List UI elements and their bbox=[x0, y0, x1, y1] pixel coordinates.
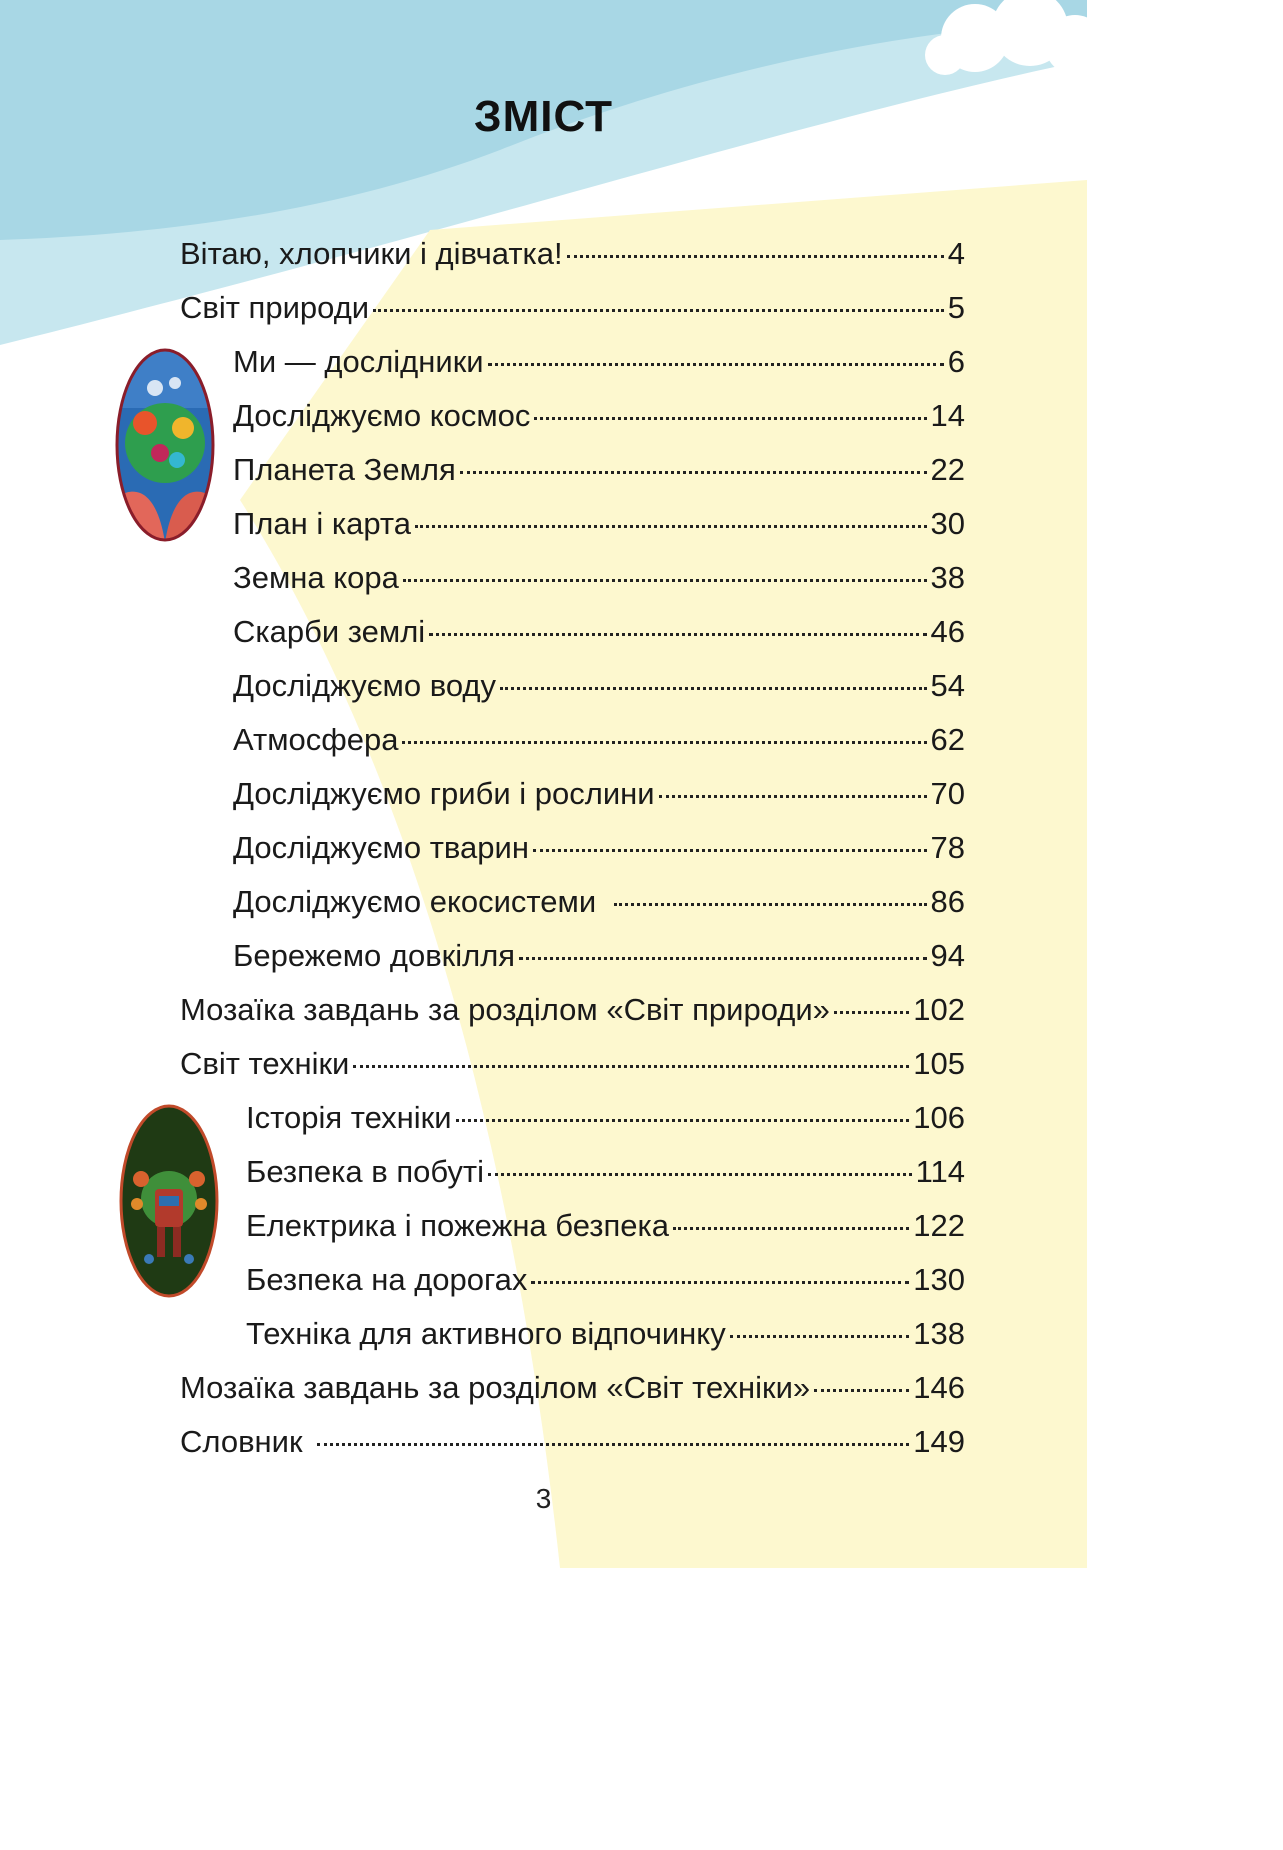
toc-entry-label: Історія техніки bbox=[246, 1100, 452, 1135]
toc-entry-page: 122 bbox=[913, 1208, 965, 1243]
toc-entry-earth-treasures[interactable] bbox=[233, 612, 965, 652]
toc-entry-section-nature[interactable] bbox=[180, 288, 965, 328]
toc-entry-page: 62 bbox=[930, 722, 965, 757]
toc-entry-label: Словник bbox=[180, 1424, 303, 1459]
toc-entry-label: Досліджуємо гриби і рослини bbox=[233, 776, 655, 811]
toc-entry-label: Електрика і пожежна безпека bbox=[246, 1208, 669, 1243]
page-number: 3 bbox=[535, 1483, 552, 1514]
toc-entry-glossary[interactable] bbox=[180, 1422, 965, 1462]
toc-leader-dots bbox=[659, 795, 927, 798]
toc-entry-water[interactable] bbox=[233, 666, 965, 706]
toc-entry-label: Світ природи bbox=[180, 290, 370, 325]
toc-entry-label: Ми — дослідники bbox=[233, 344, 484, 379]
toc-entry-active-leisure[interactable] bbox=[246, 1314, 965, 1354]
toc-entry-label: Планета Земля bbox=[233, 452, 456, 487]
toc-leader-dots bbox=[533, 849, 927, 852]
toc-entry-page: 78 bbox=[930, 830, 965, 865]
toc-leader-dots bbox=[373, 309, 944, 312]
toc-leader-dots bbox=[567, 255, 944, 258]
toc-entry-page: 54 bbox=[930, 668, 965, 703]
toc-entry-home-safety[interactable] bbox=[246, 1152, 965, 1192]
toc-leader-dots bbox=[456, 1119, 910, 1122]
toc-entry-page: 22 bbox=[930, 452, 965, 487]
toc-entry-page: 149 bbox=[913, 1424, 965, 1459]
toc-entry-animals[interactable] bbox=[233, 828, 965, 868]
toc-entry-environment[interactable] bbox=[233, 936, 965, 976]
toc-entry-mosaic-technology[interactable] bbox=[180, 1368, 965, 1408]
toc-entry-label: Бережемо довкілля bbox=[233, 938, 516, 973]
toc-entry-label: Досліджуємо тварин bbox=[233, 830, 529, 865]
toc-leader-dots bbox=[353, 1065, 909, 1068]
toc-entry-plan-map[interactable] bbox=[233, 504, 965, 544]
toc-leader-dots bbox=[730, 1335, 910, 1338]
toc-entry-page: 6 bbox=[947, 344, 965, 379]
toc-entry-label: Безпека на дорогах bbox=[246, 1262, 528, 1297]
toc-entry-page: 146 bbox=[913, 1370, 965, 1405]
toc-leader-dots bbox=[429, 633, 926, 636]
toc-leader-dots bbox=[673, 1227, 909, 1230]
toc-leader-dots bbox=[402, 741, 926, 744]
toc-entry-page: 86 bbox=[930, 884, 965, 919]
toc-leader-dots bbox=[415, 525, 927, 528]
toc-entry-page: 94 bbox=[930, 938, 965, 973]
toc-entry-space[interactable] bbox=[233, 396, 965, 436]
toc-entry-page: 4 bbox=[947, 236, 965, 271]
toc-entry-section-technology[interactable] bbox=[180, 1044, 965, 1084]
toc-leader-dots bbox=[531, 1281, 909, 1284]
toc-leader-dots bbox=[488, 1173, 912, 1176]
toc-entry-ecosystems[interactable] bbox=[233, 882, 965, 922]
toc-entry-label: Досліджуємо воду bbox=[233, 668, 496, 703]
toc-entry-label: Вітаю, хлопчики і дівчатка! bbox=[180, 236, 563, 271]
toc-entry-tech-history[interactable] bbox=[246, 1098, 965, 1138]
toc-entry-earth-crust[interactable] bbox=[233, 558, 965, 598]
toc-entry-label: Атмосфера bbox=[233, 722, 399, 757]
toc-leader-dots bbox=[834, 1011, 909, 1014]
toc-entry-label: Мозаїка завдань за розділом «Світ природи» bbox=[180, 992, 830, 1027]
toc-leader-dots bbox=[519, 957, 926, 960]
toc-entry-label: Світ техніки bbox=[180, 1046, 350, 1081]
toc-leader-dots bbox=[814, 1389, 909, 1392]
toc-entry-page: 130 bbox=[913, 1262, 965, 1297]
toc-entry-page: 14 bbox=[930, 398, 965, 433]
toc-entry-greeting[interactable] bbox=[180, 234, 965, 274]
toc-entry-atmosphere[interactable] bbox=[233, 720, 965, 760]
toc-entry-electric-fire-safety[interactable] bbox=[246, 1206, 965, 1246]
toc-entry-page: 105 bbox=[913, 1046, 965, 1081]
toc-entry-fungi-plants[interactable] bbox=[233, 774, 965, 814]
toc-entry-label: Безпека в побуті bbox=[246, 1154, 485, 1189]
toc-leader-dots bbox=[460, 471, 927, 474]
toc-entry-label: Техніка для активного відпочинку bbox=[246, 1316, 726, 1351]
toc-leader-dots bbox=[403, 579, 927, 582]
toc-entry-page: 138 bbox=[913, 1316, 965, 1351]
toc-entry-researchers[interactable] bbox=[233, 342, 965, 382]
toc-leader-dots bbox=[488, 363, 944, 366]
toc-entry-mosaic-nature[interactable] bbox=[180, 990, 965, 1030]
toc-entry-page: 114 bbox=[915, 1154, 965, 1189]
toc-entry-page: 46 bbox=[930, 614, 965, 649]
toc-entry-label: Скарби землі bbox=[233, 614, 426, 649]
toc-entry-page: 106 bbox=[913, 1100, 965, 1135]
toc-leader-dots bbox=[317, 1443, 910, 1446]
toc-entry-label: Мозаїка завдань за розділом «Світ техніки» bbox=[180, 1370, 811, 1405]
toc-leader-dots bbox=[534, 417, 926, 420]
toc-leader-dots bbox=[500, 687, 927, 690]
toc-entry-label: Земна кора bbox=[233, 560, 399, 595]
toc-entry-label: Досліджуємо екосистеми bbox=[233, 884, 597, 919]
page-title: ЗМІСТ bbox=[474, 92, 613, 141]
toc-entry-planet-earth[interactable] bbox=[233, 450, 965, 490]
toc-entry-page: 70 bbox=[930, 776, 965, 811]
toc-entry-page: 38 bbox=[930, 560, 965, 595]
toc-entry-page: 30 bbox=[930, 506, 965, 541]
toc-entry-road-safety[interactable] bbox=[246, 1260, 965, 1300]
toc-entry-label: Досліджуємо космос bbox=[233, 398, 531, 433]
toc-entry-page: 102 bbox=[913, 992, 965, 1027]
toc-entry-page: 5 bbox=[947, 290, 965, 325]
toc-leader-dots bbox=[614, 903, 926, 906]
toc-entry-label: План і карта bbox=[233, 506, 411, 541]
